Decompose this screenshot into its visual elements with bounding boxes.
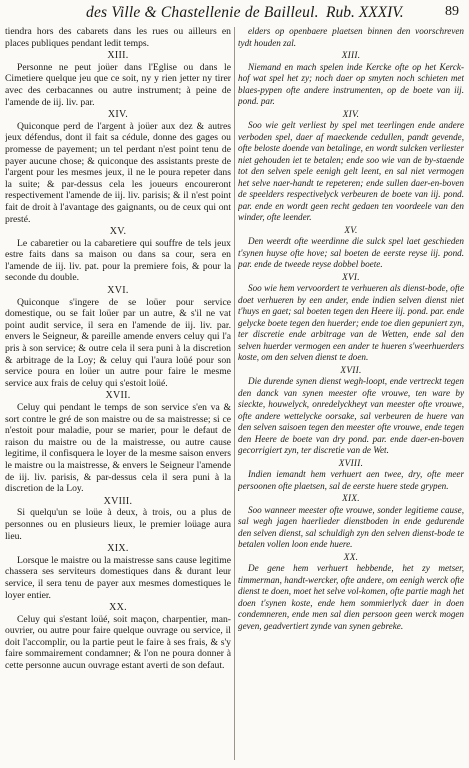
french-intro: tiendra hors des cabarets dans les rues ou ailleurs en places publiques pendant ledit temps. [5, 26, 231, 49]
article-heading: XVI. [107, 285, 129, 297]
article-heading: XIX. [342, 493, 360, 503]
article-heading: XVII. [105, 390, 131, 402]
french-article-19 [5, 543, 231, 601]
flemish-article-14 [238, 109, 464, 224]
french-article-15 [5, 226, 231, 284]
rubric-label: Rub. XXXIV. [326, 4, 404, 21]
article-text: Soo wie gelt verliest by spel met teerlingen ende andere verboden spel, daer af maeckende cedullen, pandt gevende, ofte beloste doende van betalinge, en wordt sulcken verliester niet gehouden iet te betalen; ende soo wie van de by-staende tot den selven spele eenigh gelt leent, en sal niet vermogen het selve naer-handt te repeteren; ende sullen daer-en-boven de speelders respectivelyck verbeuren de boete van iij. pond. par. ende en wordt geen recht gedaen ten voordeele van den winder, ofte leender. [238, 120, 464, 222]
article-text: Lorsque le maistre ou la maistresse sans cause legitime chassera ses serviteurs domestiques dans & durant leur service, il sera tenu de payer aux mesmes domestiques le loyer entier. [5, 554, 231, 601]
article-text: Celuy qui pendant le temps de son service s'en va & sort contre le gré de son maistre ou de sa maistresse; si ce n'estoit pour maladie, pour se marier, pour le defaut de raison du maistre ou de la maistresse, ou autre cause legitime, il confisquera le loyer de la mesme saison envers le maistre ou la maistresse, & envers le Seigneur l'amende de iij. liv. parisis, & par-dessus cela il sera puni à la discretion de la Loy. [5, 402, 231, 495]
flemish-article-15 [238, 225, 464, 271]
article-heading: XX. [109, 602, 127, 614]
article-heading: XIV. [107, 109, 129, 121]
article-heading: XIII. [107, 50, 129, 62]
running-header [0, 3, 469, 25]
french-article-18 [5, 496, 231, 542]
running-title: des Ville & Chastellenie de Bailleul. [86, 4, 319, 21]
article-text: Si quelqu'un se loüe à deux, à trois, ou a plus de personnes ou en plusieurs lieux, le premier loüage aura lieu. [5, 507, 231, 542]
french-article-13 [5, 50, 231, 108]
article-heading: XVIII. [103, 495, 133, 507]
article-heading: XVI. [342, 271, 360, 282]
article-text: Die durende synen dienst wegh-loopt, ende vertreckt tegen den danck van synen meester ofte vrouwe, ten ware by sieckte, houwelyck, onredelyckheyt van meester ofte vrouwe, ofte andere wettelycke oorsake, sal verbeuren de huere van den selven saisoen tegen den meester ofte vrouwe, ende tegen den Heere de boete van dry pond. par. ende daer-en-boven gecorrigiert zyn, ter discretie van de Wet. [238, 376, 464, 455]
article-heading: XVIII. [338, 457, 364, 468]
article-text: Soo wanneer meester ofte vrouwe, sonder legitieme cause, sal wegh jagen haerlieder dienstboden in ende gedurende den selven dienst, sal schuldigh zyn den selven dienst-bode te betalen vollen loon ende huere. [238, 504, 464, 549]
article-heading: XIV. [342, 108, 360, 119]
article-heading: XVII. [340, 364, 362, 375]
flemish-article-13 [238, 50, 464, 108]
article-text: Quiconque s'ingere de se loüer pour service domestique, ou se fait loüer par un autre, & s'il ne vat point audit service, il sera en l'amende de iij. liv. par. envers le Seigneur, & pareille amende envers celuy qui l'a pris à son service; & outre cela il sera puni à la discretion & arbitrage de la Loy; & celuy qui l'aura loüé pour son service poura en loüer un autre pour faire le mesme service aux frais de celuy qui s'estoit loüé. [5, 296, 231, 389]
flemish-article-20 [238, 552, 464, 633]
flemish-article-16 [238, 272, 464, 364]
article-text: Niemand en mach spelen inde Kercke ofte op het Kerck-hof wat spel het zy; noch daer op smyten noch schieten met blaes-pypen ofte andere instrumenten, op de boete van iij. pond. par. [238, 61, 464, 106]
article-text: Quiconque perd de l'argent à joüer aux dez & autres jeux défendus, dont il fait sa cédule, donne des gages ou promesse de payement; un tel perdant n'est point tenu de payer aucune chose; & quiconque des assistants preste de l'argent pour les mesmes jeux, il ne le poura repeter dans la suite; & par-dessus cela les joueurs encoureront respectivement l'amende de iij. liv. parisis; & il n'est point fait de droit à l'avantage des gaignants, ou de ceux qui ont presté. [5, 120, 231, 225]
article-text: Le cabaretier ou la cabaretiere qui souffre de tels jeux estre faits dans sa maison ou dans sa cour, sera en l'amende de iij. liv. pat. pour la premiere fois, & pour la seconde du double. [5, 237, 231, 284]
column-divider [234, 27, 235, 760]
french-article-17 [5, 390, 231, 494]
flemish-article-17 [238, 365, 464, 457]
flemish-article-19 [238, 493, 464, 551]
article-text: Celuy qui s'estant loüé, soit maçon, charpentier, man-ouvrier, ou autre pour faire quelque ouvrage ou service, il doit l'accomplir, ou la partie peut le faire à ses frais, & s'y faire sommairement condamner; & l'on ne poura donner à cette personne aucun ouvrage estant averti de son defaut. [5, 613, 231, 672]
page-number: 89 [445, 4, 459, 19]
flemish-article-18 [238, 458, 464, 493]
flemish-column [238, 26, 464, 764]
article-text: Soo wie hem vervoordert te verhueren als dienst-bode, ofte doet verhueren by een ander, ende indien selven dienst niet t'huys en gaet; sal boeten tegen den Heere iij. pond. par. ende gelycke boete tegen den huerder; ende toe dien gepuniert zyn, ter discretie ende arbitrage van de Wetten, ende sal den selven huerder vermogen een ander te hueren s'weerhuerders koste, om den selven dienst te doen. [238, 283, 464, 362]
article-heading: XV. [109, 226, 127, 238]
article-heading: XX. [343, 551, 359, 562]
article-heading: XIX. [107, 543, 129, 555]
article-heading: XV. [344, 224, 358, 235]
article-heading: XIII. [341, 50, 361, 60]
flemish-intro: elders op openbaere plaetsen binnen den voorschreven tydt houden zal. [238, 26, 464, 48]
french-article-14 [5, 109, 231, 225]
french-article-20 [5, 602, 231, 672]
article-text: Den weerdt ofte weerdinne die sulck spel laet geschieden t'synen huyse ofte hove; sal boeten de eerste reyse iij. pond. par. ende de tweede reyse dobbel boete. [238, 236, 464, 269]
article-text: Indien iemandt hem verhuert aen twee, dry, ofte meer persoonen ofte plaetsen, sal de eerste huere stede grypen. [238, 469, 464, 491]
article-text: Personne ne peut joüer dans l'Eglise ou dans le Cimetiere quelque jeu que ce soit, ny y rien jetter ny tirer avec des cerbacannes ou autre instrument; à peine de l'amende de iij. liv. par. [5, 61, 231, 108]
french-column [5, 26, 231, 764]
article-text: De gene hem verhuert hebbende, het zy metser, timmerman, handt-wercker, ofte andere, om eenigh werck ofte dienst te doen, moet het selve vol-komen, ofte partie magh het doen t'synen koste, ende hem sommierlyck daer in doen condemneren, ende men sal dien persoon geen werck mogen geven, geadvertiert zynde van synen gebreke. [238, 563, 464, 631]
french-article-16 [5, 285, 231, 389]
